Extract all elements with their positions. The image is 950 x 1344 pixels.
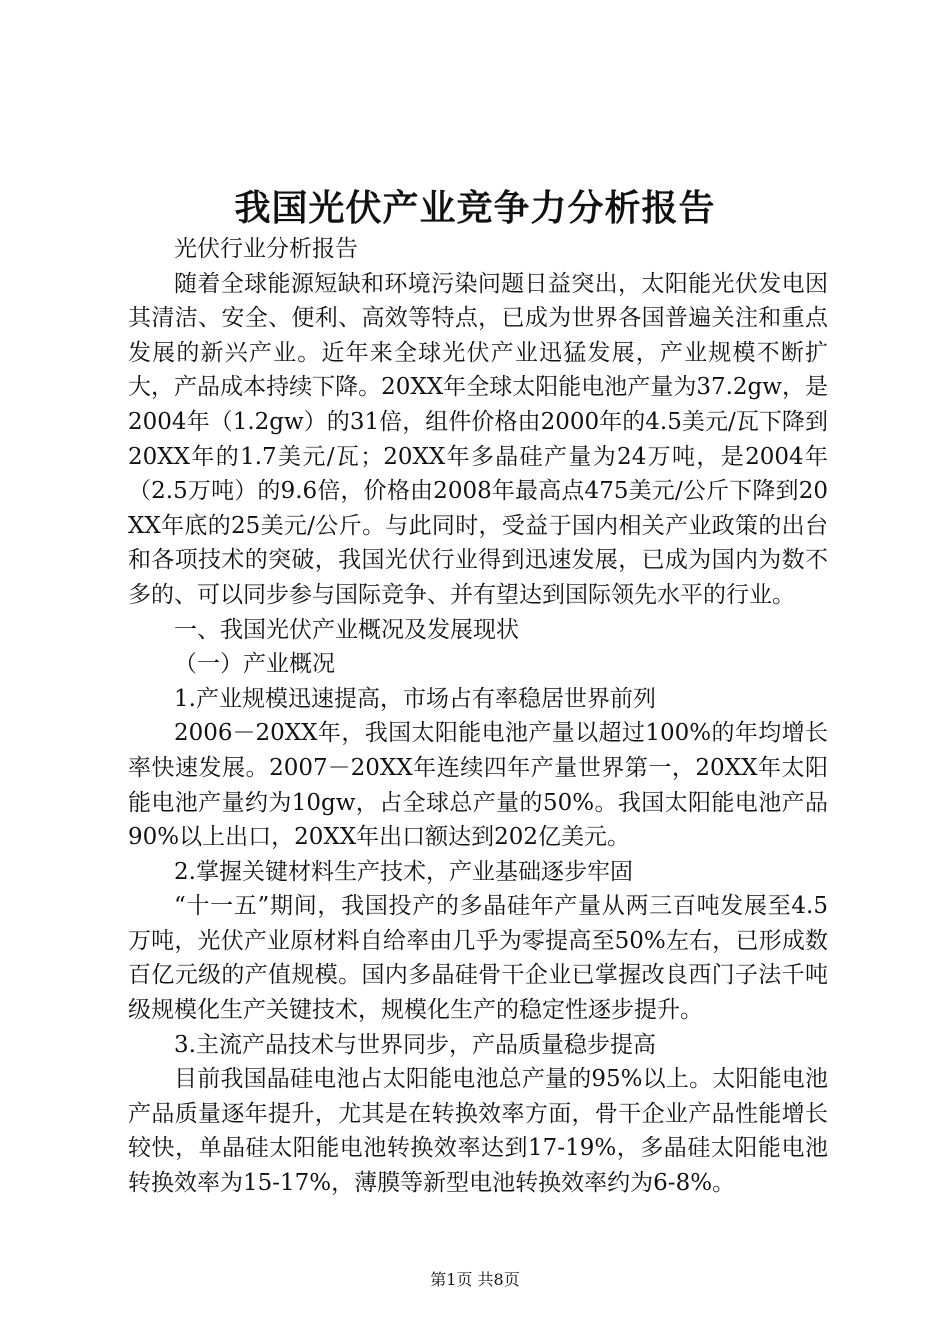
document-body [128,232,828,1201]
point-heading-1: 1.产业规模迅速提高，市场占有率稳居世界前列 [174,685,656,712]
paragraph-point-1: 2006－20XX年，我国太阳能电池产量以超过100%的年均增长率快速发展。2007－20XX年连续四年产量世界第一，20XX年太阳能电池产量约为10gw，占全球总产量的50%。我国太阳能电池产品90%以上出口，20XX年出口额达到202亿美元。 [128,720,829,851]
paragraph-subtitle: 光伏行业分析报告 [174,236,358,262]
point-heading-3: 3.主流产品技术与世界同步，产品质量稳步提高 [174,1031,656,1058]
paragraph-point-3: 目前我国晶硅电池占太阳能电池总产量的95%以上。太阳能电池产品质量逐年提升，尤其是在转换效率方面，骨干企业产品性能增长较快，单晶硅太阳能电池转换效率达到17-19%，多晶硅太阳能电池转换效率为15-17%，薄膜等新型电池转换效率约为6-8%。 [128,1066,828,1197]
subsection-heading-1: （一）产业概况 [174,651,335,678]
section-heading-1: 一、我国光伏产业概况及发展现状 [174,616,519,643]
document-title: 我国光伏产业竞争力分析报告 [234,187,716,229]
point-heading-2: 2.掌握关键材料生产技术，产业基础逐步牢固 [174,858,633,885]
paragraph-intro: 随着全球能源短缺和环境污染问题日益突出，太阳能光伏发电因其清洁、安全、便利、高效等特点，已成为世界各国普遍关注和重点发展的新兴产业。近年来全球光伏产业迅猛发展，产业规模不断扩大，产品成本持续下降。20XX年全球太阳能电池产量为37.2gw，是2004年（1.2gw）的31倍，组件价格由2000年的4.5美元/瓦下降到20XX年的1.7美元/瓦；20XX年多晶硅产量为24万吨，是2004年（2.5万吨）的9.6倍，价格由2008年最高点475美元/公斤下降到20XX年底的25美元/公斤。与此同时，受益于国内相关产业政策的出台和各项技术的突破，我国光伏行业得到迅速发展，已成为国内为数不多的、可以同步参与国际竞争、并有望达到国际领先水平的行业。 [128,270,828,608]
page-number-footer: 第1页 共8页 [430,1270,520,1289]
paragraph-point-2: “十一五”期间，我国投产的多晶硅年产量从两三百吨发展至4.5万吨，光伏产业原材料自给率由几乎为零提高至50%左右，已形成数百亿元级的产值规模。国内多晶硅骨干企业已掌握改良西门子法千吨级规模化生产关键技术，规模化生产的稳定性逐步提升。 [128,893,828,1024]
